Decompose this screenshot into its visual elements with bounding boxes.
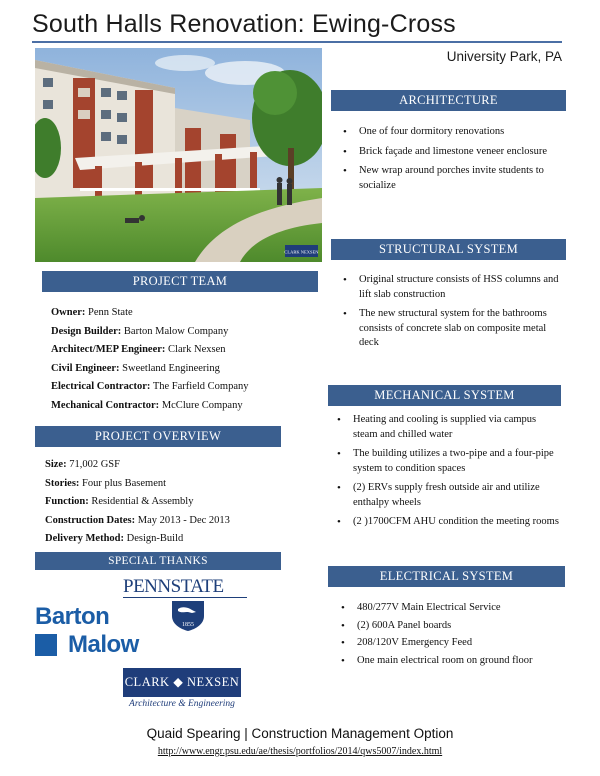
list-item <box>45 514 315 528</box>
team-label: Mechanical Contractor: <box>51 399 160 411</box>
electrical-list <box>338 601 562 671</box>
clark-nexsen-logo <box>123 668 241 712</box>
list-item: • 480/277V Main Electrical Service <box>338 601 562 616</box>
project-overview-list <box>45 458 315 551</box>
pennstate-rule <box>123 597 247 598</box>
barton-malow-logo <box>35 603 145 659</box>
list-item: • One of four dormitory renovations <box>340 125 560 140</box>
mechanical-list <box>334 413 560 535</box>
overview-value: 71,002 GSF <box>66 459 120 470</box>
rendering-credit-logo: CLARK NEXSEN <box>284 249 319 255</box>
portfolio-link[interactable]: http://www.engr.psu.edu/ae/thesis/portfolios/2014/qws5007/index.html <box>157 746 443 757</box>
team-value: The Farfield Company <box>150 381 249 392</box>
list-item <box>51 399 321 413</box>
author-line: Quaid Spearing | Construction Management Option <box>146 726 454 741</box>
list-item: • Brick façade and limestone veneer enclosure <box>340 145 560 160</box>
location-text: University Park, PA <box>446 49 562 64</box>
mechanical-heading: MECHANICAL SYSTEM <box>328 385 561 406</box>
barton-square-icon <box>35 634 57 656</box>
team-label: Civil Engineer: <box>51 362 120 374</box>
team-label: Design Builder: <box>51 325 122 337</box>
project-team-list <box>51 306 321 417</box>
structural-heading: STRUCTURAL SYSTEM <box>331 239 566 260</box>
list-item <box>45 532 315 546</box>
clark-nexsen-name: CLARK ◆ NEXSEN <box>123 668 241 697</box>
pennstate-year: 1855 <box>182 622 194 628</box>
team-label: Owner: <box>51 307 86 318</box>
team-value: Sweetland Engineering <box>119 362 220 374</box>
pennstate-wordmark: PENNSTATE <box>123 576 224 597</box>
clark-nexsen-tagline: Architecture & Engineering <box>129 699 235 709</box>
team-value: Clark Nexsen <box>165 344 226 355</box>
pennstate-shield-icon <box>170 600 206 632</box>
overview-value: May 2013 - Dec 2013 <box>135 514 230 526</box>
building-rendering-image <box>35 48 322 262</box>
project-overview-heading: PROJECT OVERVIEW <box>35 426 281 447</box>
list-item: • (2 )1700CFM AHU condition the meeting rooms <box>334 515 560 530</box>
list-item: • New wrap around porches invite students to socialize <box>340 164 560 193</box>
overview-label: Function: <box>45 496 89 507</box>
team-label: Architect/MEP Engineer: <box>51 344 166 355</box>
overview-value: Residential & Assembly <box>88 496 194 507</box>
team-label: Electrical Contractor: <box>51 381 151 392</box>
architecture-list <box>340 125 560 198</box>
list-item <box>51 306 321 320</box>
list-item <box>45 458 315 472</box>
barton-word: Barton <box>35 603 110 630</box>
list-item <box>51 362 321 376</box>
list-item <box>51 325 321 339</box>
list-item: • Original structure consists of HSS columns and lift slab construction <box>340 273 562 302</box>
list-item: • One main electrical room on ground floor <box>338 654 562 669</box>
overview-label: Construction Dates: <box>45 514 136 526</box>
overview-label: Delivery Method: <box>45 533 125 544</box>
list-item <box>51 380 321 394</box>
list-item: • The new structural system for the bathrooms consists of concrete slab on composite metal deck <box>340 307 562 351</box>
list-item: • Heating and cooling is supplied via campus steam and chilled water <box>334 413 560 442</box>
overview-value: Four plus Basement <box>79 477 167 489</box>
overview-label: Size: <box>45 459 67 470</box>
list-item <box>45 495 315 509</box>
special-thanks-heading: SPECIAL THANKS <box>35 552 281 570</box>
list-item: • The building utilizes a two-pipe and a four-pipe system to condition spaces <box>334 447 560 476</box>
page-title: South Halls Renovation: Ewing-Cross <box>32 10 456 38</box>
list-item: • (2) 600A Panel boards <box>338 619 562 634</box>
overview-value: Design-Build <box>124 533 184 544</box>
overview-label: Stories: <box>45 477 80 489</box>
list-item: • (2) ERVs supply fresh outside air and utilize enthalpy wheels <box>334 481 560 510</box>
list-item: • 208/120V Emergency Feed <box>338 636 562 651</box>
project-team-heading: PROJECT TEAM <box>42 271 318 292</box>
team-value: Penn State <box>85 307 133 318</box>
list-item <box>45 477 315 491</box>
team-value: McClure Company <box>159 399 243 411</box>
electrical-heading: ELECTRICAL SYSTEM <box>328 566 565 587</box>
malow-word: Malow <box>68 631 139 658</box>
architecture-heading: ARCHITECTURE <box>331 90 566 111</box>
list-item <box>51 343 321 357</box>
title-divider <box>32 41 562 43</box>
structural-list <box>340 273 562 356</box>
team-value: Barton Malow Company <box>121 325 229 337</box>
